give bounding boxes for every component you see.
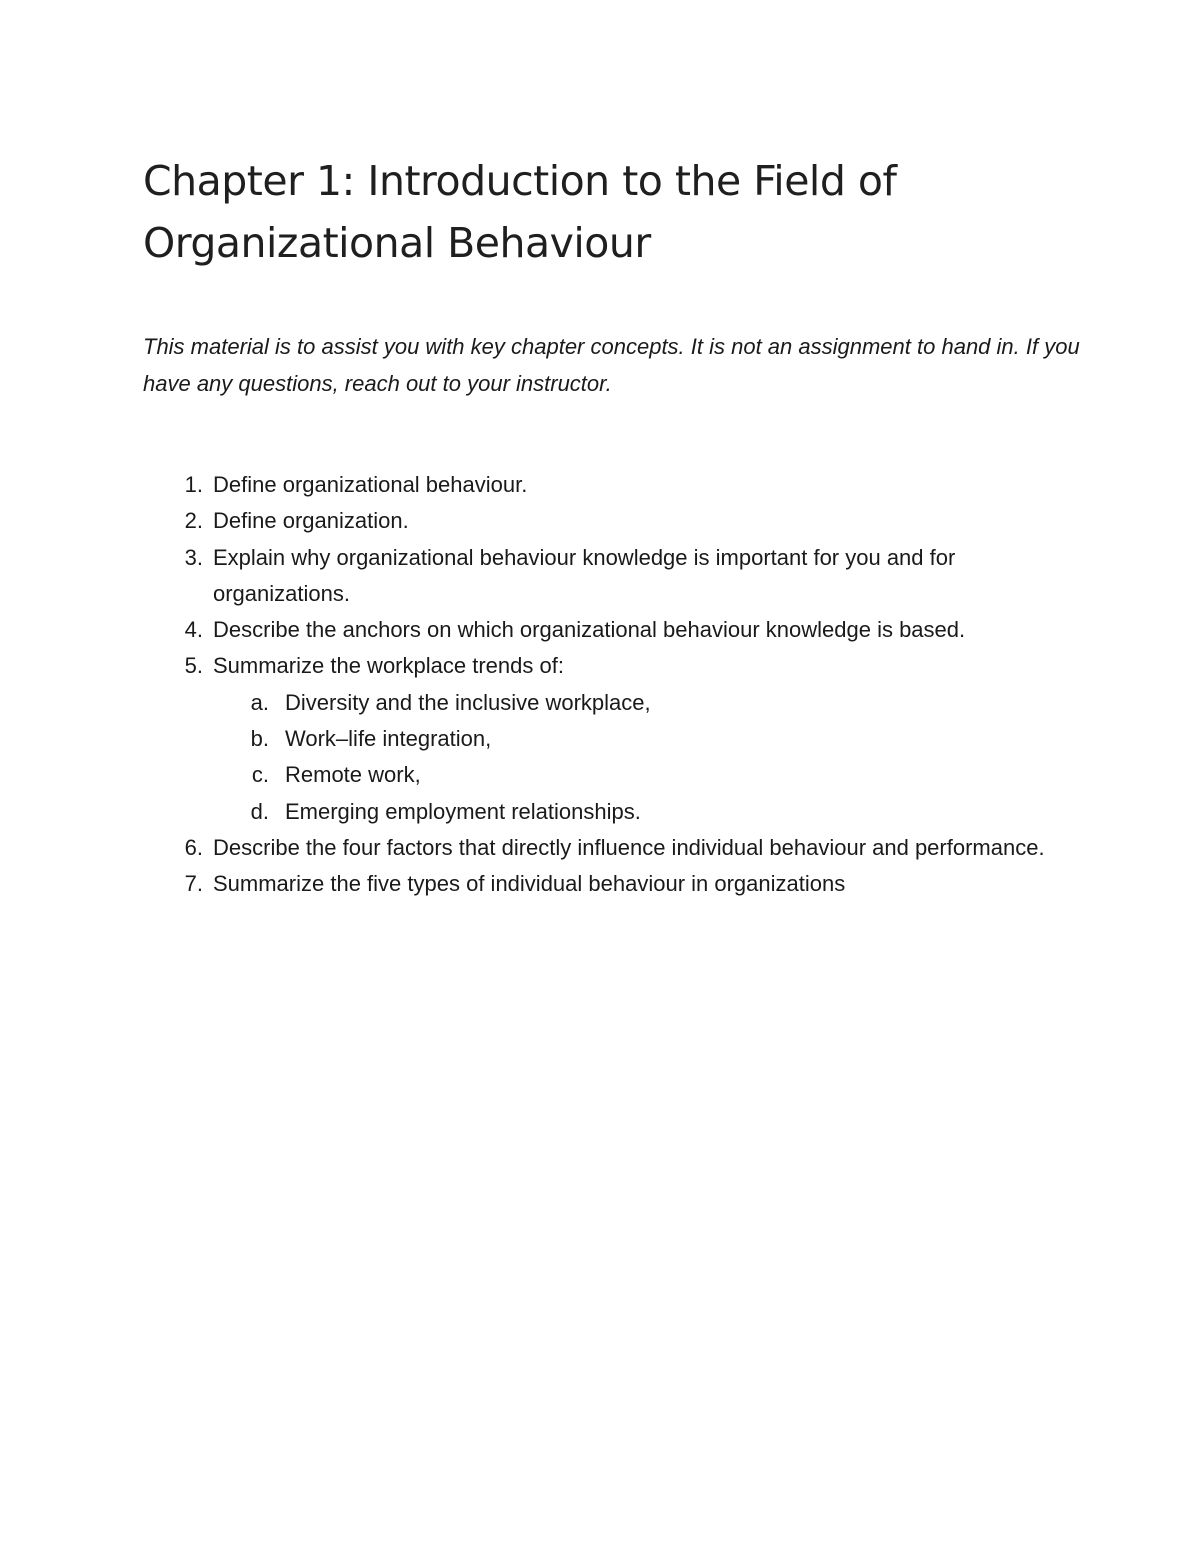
sub-list-item-text: Work–life integration,	[285, 726, 492, 752]
sub-list-item-text: Emerging employment relationships.	[285, 798, 641, 824]
sub-list-item-text: Diversity and the inclusive workplace,	[285, 689, 651, 715]
list-item	[143, 503, 1063, 539]
list-number: 2.	[184, 508, 203, 534]
list-item-text: Describe the four factors that directly influence individual behaviour and performance.	[213, 834, 1045, 860]
list-item-text: Describe the anchors on which organizational behaviour knowledge is based.	[213, 617, 966, 643]
list-item	[143, 467, 1063, 503]
list-item-text: Summarize the workplace trends of:	[213, 653, 564, 679]
list-number: 6.	[184, 834, 203, 860]
sub-list	[213, 685, 1063, 830]
list-item-text: Summarize the five types of individual behaviour in organizations	[213, 871, 846, 897]
list-item	[143, 866, 1063, 902]
list-item	[143, 648, 1063, 829]
list-item-text: Define organizational behaviour.	[213, 472, 528, 497]
sub-list-item	[213, 685, 1063, 721]
sub-list-letter: d.	[250, 798, 269, 824]
sub-list-item	[213, 757, 1063, 793]
list-item-body	[213, 648, 1063, 829]
list-item	[143, 612, 1063, 648]
sub-list-item-text: Remote work,	[285, 762, 421, 788]
list-item-text: Define organization.	[213, 508, 409, 534]
objectives-list	[143, 467, 1063, 903]
list-number: 3.	[184, 544, 203, 570]
sub-list-letter: b.	[250, 726, 269, 752]
page-title: Chapter 1: Introduction to the Field of Organizational Behaviour	[143, 157, 897, 267]
list-number: 5.	[184, 653, 203, 679]
list-number: 7.	[184, 871, 203, 897]
sub-list-letter: a.	[250, 689, 269, 715]
sub-list-item	[213, 794, 1063, 830]
list-item	[143, 830, 1063, 866]
intro-paragraph: This material is to assist you with key chapter concepts. It is not an assignment to hand in. If you have any questions, reach out to your instructor.	[143, 334, 1080, 396]
sub-list-letter: c.	[251, 762, 269, 788]
list-number: 4.	[184, 617, 203, 643]
list-item-text: Explain why organizational behaviour knowledge is important for you and for organizations.	[213, 544, 956, 606]
sub-list-item	[213, 721, 1063, 757]
list-number: 1.	[184, 472, 203, 497]
list-item	[143, 540, 1063, 613]
